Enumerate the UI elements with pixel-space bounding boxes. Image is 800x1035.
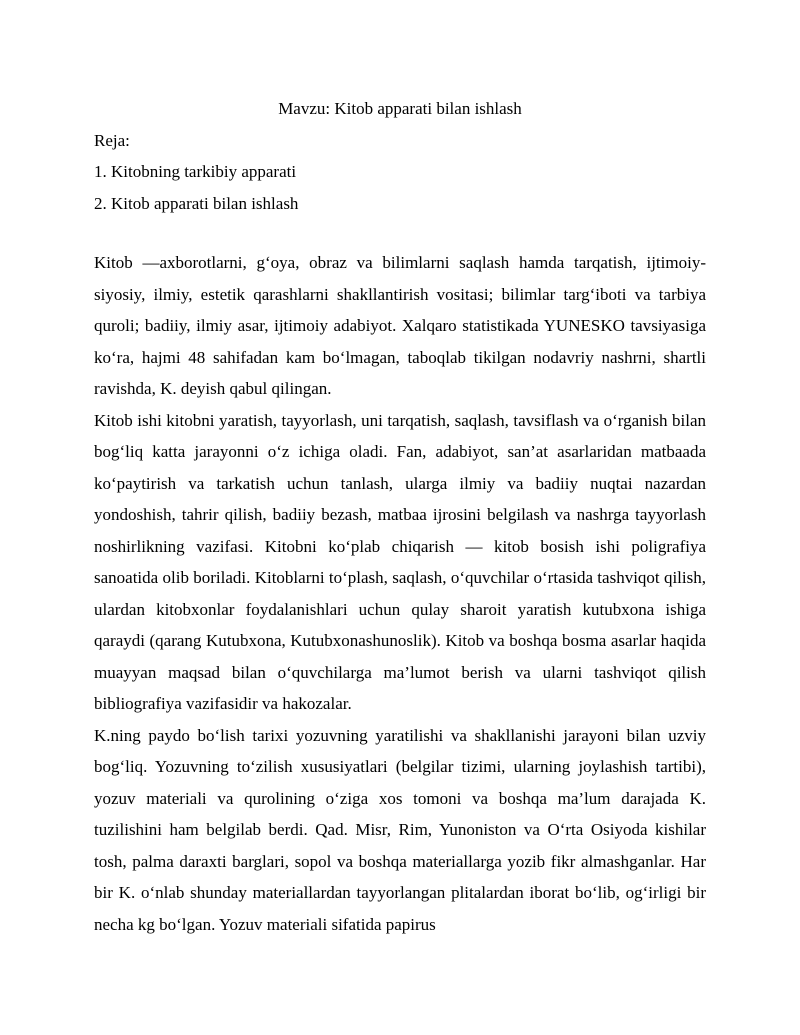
plan-item-1: 1. Kitobning tarkibiy apparati — [94, 162, 297, 181]
document-page — [94, 93, 706, 940]
section-spacer — [94, 219, 706, 247]
plan-item-2: 2. Kitob apparati bilan ishlash — [94, 193, 299, 213]
document-title: Mavzu: Kitob apparati bilan ishlash — [278, 99, 522, 118]
paragraph-book-work: Kitob ishi kitobni yaratish, tayyorlash, uni tarqatish, saqlash, tavsiflash va o‘rganish bilan bog‘liq katta jarayonni o‘z ichiga oladi. Fan, adabiyot, san’at asarlaridan matbaada ko‘paytirish va tarkatish uchun tanlash, ularga ilmiy va badiiy nuqtai nazardan yondoshish, tahrir qilish, badiiy bezash, matbaa ijrosini belgilash va nashrga tayyorlash noshirlikning vazifasi. Kitobni ko‘plab chiqarish — kitob bosish ishi poligrafiya sanoatida olib boriladi. Kitoblarni to‘plash, saqlash, o‘quvchilar o‘rtasida tashviqot qilish, ulardan kitobxonlar foydalanishlari uchun qulay sharoit yaratish kutubxona ishiga qaraydi (qarang Kutubxona, Kutubxonashunoslik). Kitob va boshqa bosma asarlar haqida muayyan maqsad bilan o‘quvchilarga ma’lumot berish va ularni tashviqot qilish bibliografiya vazifasidir va hakozalar. — [94, 410, 706, 713]
paragraph-history: K.ning paydo bo‘lish tarixi yozuvning yaratilishi va shakllanishi jarayoni bilan uzviy bog‘liq. Yozuvning to‘zilish xususiyatlari (belgilar tizimi, ularning joylashish tartibi), yozuv materiali va qurolining o‘ziga xos tomoni va boshqa ma’lum darajada K. tuzilishini ham belgilab berdi. Qad. Misr, Rim, Yunoniston va O‘rta Osiyoda kishilar tosh, palma daraxti barglari, sopol va boshqa materiallarga yozib fikr almashganlar. Har bir K. o‘nlab shunday materiallardan tayyorlangan plitalardan iborat bo‘lib, og‘irligi bir necha kg bo‘lgan. Yozuv materiali sifatida papirus — [94, 725, 706, 934]
paragraph-definition: Kitob —axborotlarni, g‘oya, obraz va bilimlarni saqlash hamda tarqatish, ijtimoiy-siyosiy, ilmiy, estetik qarashlarni shakllantirish vositasi; bilimlar targ‘iboti va tarbiya quroli; badiiy, ilmiy asar, ijtimoiy adabiyot. Xalqaro statistikada YUNESKO tavsiyasiga ko‘ra, hajmi 48 sahifadan kam bo‘lmagan, taboqlab tikilgan nodavriy nashrni, shartli ravishda, K. deyish qabul qilingan. — [94, 253, 706, 398]
plan-heading: Reja: — [94, 130, 130, 150]
